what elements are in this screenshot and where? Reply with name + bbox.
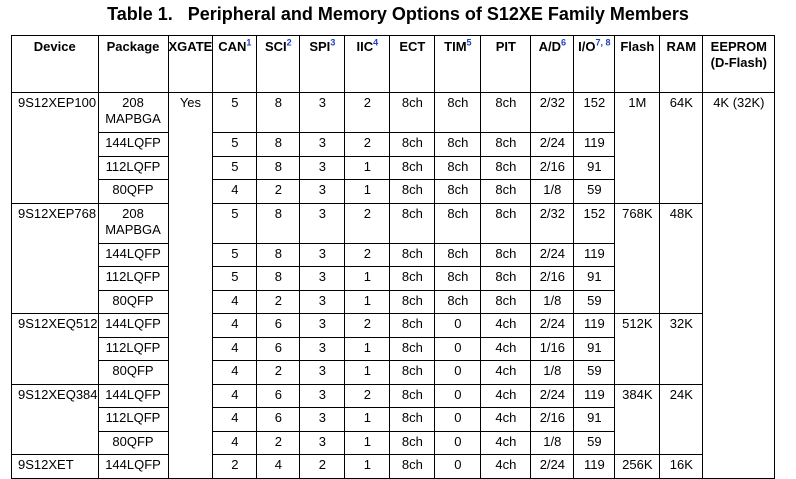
table-row xyxy=(12,93,775,133)
flash-cell: 256K xyxy=(615,455,660,479)
footnote-ref: 6 xyxy=(561,37,567,48)
ad-cell: 2/24 xyxy=(531,384,574,408)
iic-cell: 2 xyxy=(345,314,390,338)
package-cell: 144LQFP xyxy=(98,314,168,338)
tim-cell: 0 xyxy=(435,408,481,432)
ram-cell: 32K xyxy=(660,314,703,385)
spi-cell: 3 xyxy=(300,431,345,455)
pit-cell: 4ch xyxy=(481,337,531,361)
sci-cell: 8 xyxy=(257,203,300,243)
table-title xyxy=(0,4,796,25)
package-cell: 144LQFP xyxy=(98,455,168,479)
column-header: PIT xyxy=(481,36,531,93)
ect-cell: 8ch xyxy=(390,133,435,157)
footnote-ref: 7, 8 xyxy=(595,37,611,48)
can-cell: 4 xyxy=(213,180,257,204)
sci-cell: 6 xyxy=(257,337,300,361)
device-cell: 9S12XEQ384 xyxy=(12,384,99,455)
tim-cell: 8ch xyxy=(435,180,481,204)
iic-cell: 2 xyxy=(345,93,390,133)
io-cell: 59 xyxy=(574,361,615,385)
tim-cell: 0 xyxy=(435,455,481,479)
footnote-ref: 1 xyxy=(246,37,252,48)
tim-cell: 8ch xyxy=(435,290,481,314)
pit-cell: 8ch xyxy=(481,203,531,243)
can-cell: 5 xyxy=(213,267,257,291)
iic-cell: 1 xyxy=(345,290,390,314)
ram-cell: 48K xyxy=(660,203,703,314)
ect-cell: 8ch xyxy=(390,290,435,314)
iic-cell: 1 xyxy=(345,337,390,361)
spi-cell: 3 xyxy=(300,180,345,204)
iic-cell: 2 xyxy=(345,133,390,157)
footnote-ref: 2 xyxy=(286,37,292,48)
spi-cell: 3 xyxy=(300,93,345,133)
footnote-ref: 5 xyxy=(466,37,472,48)
pit-cell: 8ch xyxy=(481,133,531,157)
iic-cell: 1 xyxy=(345,455,390,479)
io-cell: 119 xyxy=(574,314,615,338)
xgate-cell: Yes xyxy=(168,93,213,479)
tim-cell: 8ch xyxy=(435,243,481,267)
column-header: ECT xyxy=(390,36,435,93)
iic-cell: 1 xyxy=(345,156,390,180)
package-cell: 112LQFP xyxy=(98,267,168,291)
spi-cell: 3 xyxy=(300,408,345,432)
flash-cell: 384K xyxy=(615,384,660,455)
column-header: IIC$^4$ xyxy=(345,36,390,93)
spi-cell: 3 xyxy=(300,267,345,291)
can-cell: 5 xyxy=(213,133,257,157)
column-header: $I/O^{7, 8}$ xyxy=(574,36,615,93)
spi-cell: 3 xyxy=(300,290,345,314)
io-cell: 152 xyxy=(574,93,615,133)
pit-cell: 8ch xyxy=(481,156,531,180)
io-cell: 119 xyxy=(574,133,615,157)
ect-cell: 8ch xyxy=(390,384,435,408)
column-header: Device xyxy=(12,36,99,93)
column-header: TIM$^5$ xyxy=(435,36,481,93)
io-cell: 119 xyxy=(574,384,615,408)
pit-cell: 8ch xyxy=(481,290,531,314)
io-cell: 91 xyxy=(574,408,615,432)
table-row xyxy=(12,314,775,338)
ad-cell: 2/24 xyxy=(531,455,574,479)
ect-cell: 8ch xyxy=(390,243,435,267)
ad-cell: 2/32 xyxy=(531,203,574,243)
package-cell: 112LQFP xyxy=(98,408,168,432)
pit-cell: 8ch xyxy=(481,180,531,204)
spi-cell: 3 xyxy=(300,384,345,408)
tim-cell: 8ch xyxy=(435,203,481,243)
ram-cell: 64K xyxy=(660,93,703,204)
iic-cell: 1 xyxy=(345,431,390,455)
can-cell: 4 xyxy=(213,337,257,361)
iic-cell: 2 xyxy=(345,243,390,267)
sci-cell: 2 xyxy=(257,431,300,455)
sci-cell: 8 xyxy=(257,93,300,133)
sci-cell: 8 xyxy=(257,243,300,267)
io-cell: 91 xyxy=(574,156,615,180)
ad-cell: 1/16 xyxy=(531,337,574,361)
device-cell: 9S12XEQ512 xyxy=(12,314,99,385)
io-cell: 91 xyxy=(574,337,615,361)
column-header: RAM xyxy=(660,36,703,93)
package-cell: 80QFP xyxy=(98,361,168,385)
package-cell: 208 MAPBGA xyxy=(98,203,168,243)
flash-cell: 1M xyxy=(615,93,660,204)
ram-cell: 24K xyxy=(660,384,703,455)
pit-cell: 4ch xyxy=(481,408,531,432)
ect-cell: 8ch xyxy=(390,431,435,455)
ect-cell: 8ch xyxy=(390,93,435,133)
can-cell: 5 xyxy=(213,243,257,267)
ect-cell: 8ch xyxy=(390,361,435,385)
table-number: Table 1. xyxy=(107,4,173,24)
iic-cell: 1 xyxy=(345,408,390,432)
eeprom-cell: 4K (32K) xyxy=(703,93,775,479)
can-cell: 4 xyxy=(213,408,257,432)
io-cell: 59 xyxy=(574,290,615,314)
can-cell: 4 xyxy=(213,431,257,455)
iic-cell: 1 xyxy=(345,267,390,291)
sci-cell: 2 xyxy=(257,290,300,314)
pit-cell: 8ch xyxy=(481,267,531,291)
tim-cell: 0 xyxy=(435,431,481,455)
package-cell: 80QFP xyxy=(98,431,168,455)
tim-cell: 8ch xyxy=(435,93,481,133)
device-cell: 9S12XEP100 xyxy=(12,93,99,204)
table-row xyxy=(12,384,775,408)
footnote-ref: 4 xyxy=(373,37,379,48)
spi-cell: 3 xyxy=(300,156,345,180)
can-cell: 4 xyxy=(213,384,257,408)
tim-cell: 0 xyxy=(435,337,481,361)
spi-cell: 3 xyxy=(300,337,345,361)
pit-cell: 4ch xyxy=(481,455,531,479)
spi-cell: 3 xyxy=(300,243,345,267)
tim-cell: 8ch xyxy=(435,156,481,180)
package-cell: 144LQFP xyxy=(98,133,168,157)
tim-cell: 0 xyxy=(435,314,481,338)
sci-cell: 2 xyxy=(257,361,300,385)
ect-cell: 8ch xyxy=(390,314,435,338)
io-cell: 152 xyxy=(574,203,615,243)
column-header: Flash xyxy=(615,36,660,93)
pit-cell: 4ch xyxy=(481,314,531,338)
ect-cell: 8ch xyxy=(390,203,435,243)
sci-cell: 8 xyxy=(257,156,300,180)
ect-cell: 8ch xyxy=(390,455,435,479)
iic-cell: 1 xyxy=(345,180,390,204)
package-cell: 208 MAPBGA xyxy=(98,93,168,133)
ad-cell: 2/32 xyxy=(531,93,574,133)
sci-cell: 6 xyxy=(257,408,300,432)
sci-cell: 8 xyxy=(257,133,300,157)
can-cell: 5 xyxy=(213,156,257,180)
pit-cell: 4ch xyxy=(481,361,531,385)
footnote-ref: 3 xyxy=(330,37,336,48)
ad-cell: 1/8 xyxy=(531,180,574,204)
io-cell: 59 xyxy=(574,431,615,455)
package-cell: 112LQFP xyxy=(98,156,168,180)
ad-cell: 1/8 xyxy=(531,361,574,385)
ect-cell: 8ch xyxy=(390,156,435,180)
flash-cell: 512K xyxy=(615,314,660,385)
device-cell: 9S12XET xyxy=(12,455,99,479)
peripheral-memory-table xyxy=(11,35,775,479)
pit-cell: 8ch xyxy=(481,93,531,133)
iic-cell: 1 xyxy=(345,361,390,385)
tim-cell: 8ch xyxy=(435,133,481,157)
can-cell: 4 xyxy=(213,314,257,338)
iic-cell: 2 xyxy=(345,384,390,408)
can-cell: 5 xyxy=(213,203,257,243)
ad-cell: 2/16 xyxy=(531,408,574,432)
sci-cell: 4 xyxy=(257,455,300,479)
can-cell: 4 xyxy=(213,290,257,314)
table-caption: Peripheral and Memory Options of S12XE Family Members xyxy=(187,4,689,24)
package-cell: 80QFP xyxy=(98,290,168,314)
can-cell: 5 xyxy=(213,93,257,133)
flash-cell: 768K xyxy=(615,203,660,314)
table-row xyxy=(12,455,775,479)
column-header: XGATE xyxy=(168,36,213,93)
sci-cell: 6 xyxy=(257,384,300,408)
sci-cell: 6 xyxy=(257,314,300,338)
table-header-row xyxy=(12,36,775,93)
pit-cell: 4ch xyxy=(481,384,531,408)
package-cell: 144LQFP xyxy=(98,384,168,408)
io-cell: 119 xyxy=(574,243,615,267)
spi-cell: 3 xyxy=(300,314,345,338)
io-cell: 59 xyxy=(574,180,615,204)
column-header: SPI$^3$ xyxy=(300,36,345,93)
column-header: CAN$^1$ xyxy=(213,36,257,93)
device-cell: 9S12XEP768 xyxy=(12,203,99,314)
column-header: $A/D^6$ xyxy=(531,36,574,93)
ad-cell: 2/16 xyxy=(531,267,574,291)
ad-cell: 2/24 xyxy=(531,314,574,338)
ad-cell: 1/8 xyxy=(531,290,574,314)
can-cell: 2 xyxy=(213,455,257,479)
package-cell: 112LQFP xyxy=(98,337,168,361)
ad-cell: 2/24 xyxy=(531,243,574,267)
can-cell: 4 xyxy=(213,361,257,385)
column-header: Package xyxy=(98,36,168,93)
tim-cell: 0 xyxy=(435,384,481,408)
spi-cell: 2 xyxy=(300,455,345,479)
spi-cell: 3 xyxy=(300,203,345,243)
iic-cell: 2 xyxy=(345,203,390,243)
tim-cell: 8ch xyxy=(435,267,481,291)
io-cell: 119 xyxy=(574,455,615,479)
io-cell: 91 xyxy=(574,267,615,291)
spi-cell: 3 xyxy=(300,133,345,157)
ect-cell: 8ch xyxy=(390,408,435,432)
ad-cell: 2/16 xyxy=(531,156,574,180)
ect-cell: 8ch xyxy=(390,267,435,291)
column-header: EEPROM (D-Flash) xyxy=(703,36,775,93)
pit-cell: 8ch xyxy=(481,243,531,267)
spi-cell: 3 xyxy=(300,361,345,385)
sci-cell: 2 xyxy=(257,180,300,204)
package-cell: 80QFP xyxy=(98,180,168,204)
ad-cell: 1/8 xyxy=(531,431,574,455)
package-cell: 144LQFP xyxy=(98,243,168,267)
pit-cell: 4ch xyxy=(481,431,531,455)
sci-cell: 8 xyxy=(257,267,300,291)
ect-cell: 8ch xyxy=(390,337,435,361)
ad-cell: 2/24 xyxy=(531,133,574,157)
table-row xyxy=(12,203,775,243)
ram-cell: 16K xyxy=(660,455,703,479)
tim-cell: 0 xyxy=(435,361,481,385)
column-header: SCI$^2$ xyxy=(257,36,300,93)
ect-cell: 8ch xyxy=(390,180,435,204)
